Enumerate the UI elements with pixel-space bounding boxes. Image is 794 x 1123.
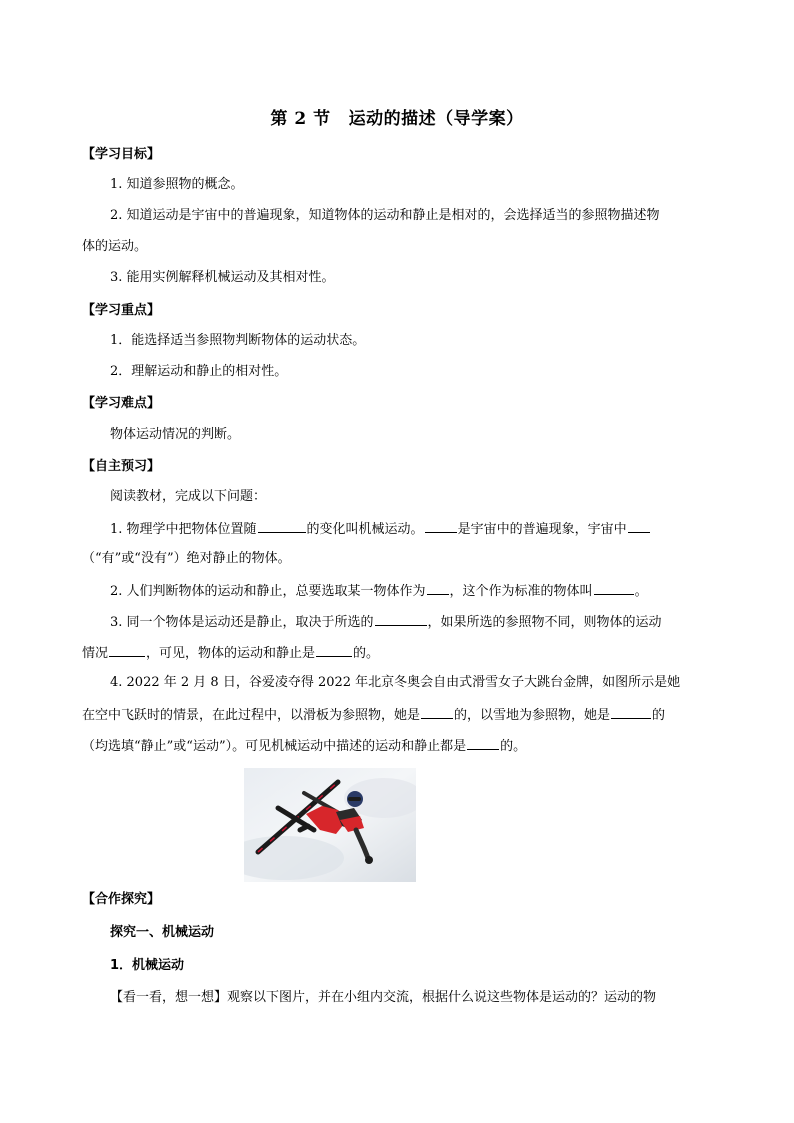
question-3-line-2: 情况 ，可见，物体的运动和静止是 的。 — [82, 643, 722, 663]
blank-8[interactable] — [316, 643, 352, 657]
goal-2-line-1: 2. 知道运动是宇宙中的普遍现象，知道物体的运动和静止是相对的，会选择适当的参照物描述物 — [110, 208, 660, 223]
question-2: 2. 人们判断物体的运动和静止，总要选取某一物体作为 ，这个作为标准的物体叫 。 — [110, 581, 750, 601]
question-1-line-1: 1. 物理学中把物体位置随 的变化叫机械运动。 是宇宙中的普遍现象，宇宙中 — [110, 519, 750, 539]
goal-2-line-2: 体的运动。 — [82, 239, 148, 254]
heading-self-study: 【自主预习】 — [82, 459, 161, 474]
question-4-line-3: （均选填“静止”或“运动”）。可见机械运动中描述的运动和静止都是 的。 — [82, 736, 722, 756]
key-point-1: 1．能选择适当参照物判断物体的运动状态。 — [110, 333, 366, 348]
title-text: 运动的描述（导学案） — [348, 109, 524, 129]
question-4-line-2: 在空中飞跃时的情景，在此过程中，以滑板为参照物，她是 的，以雪地为参照物，她是 的 — [82, 705, 722, 725]
blank-6[interactable] — [375, 612, 427, 626]
look-and-think-prompt: 【看一看，想一想】观察以下图片，并在小组内交流，根据什么说这些物体是运动的？运动的物 — [110, 990, 657, 1005]
key-point-2: 2．理解运动和静止的相对性。 — [110, 364, 288, 379]
question-4-line-1: 4. 2022 年 2 月 8 日，谷爱凌夺得 2022 年北京冬奥会自由式滑雪女子大跳台金牌，如图所示是她 — [110, 675, 681, 690]
skier-photo — [244, 768, 416, 882]
preview-intro: 阅读教材，完成以下问题： — [110, 489, 267, 504]
subsection-mechanical-motion: 1．机械运动 — [110, 958, 185, 973]
blank-5[interactable] — [594, 581, 634, 595]
blank-11[interactable] — [467, 736, 499, 750]
question-1-line-2: （“有”或“没有”）绝对静止的物体。 — [82, 551, 291, 566]
blank-4[interactable] — [427, 581, 449, 595]
heading-cooperative-inquiry: 【合作探究】 — [82, 892, 161, 907]
heading-difficulties: 【学习难点】 — [82, 396, 161, 411]
goal-1: 1. 知道参照物的概念。 — [110, 177, 244, 192]
difficulty-1: 物体运动情况的判断。 — [110, 427, 241, 442]
heading-learning-goals: 【学习目标】 — [82, 147, 161, 162]
blank-1[interactable] — [258, 519, 306, 533]
heading-key-points: 【学习重点】 — [82, 303, 161, 318]
question-3-line-1: 3. 同一个物体是运动还是静止，取决于所选的 ，如果所选的参照物不同，则物体的运动 — [110, 612, 750, 632]
blank-10[interactable] — [611, 705, 651, 719]
goal-3: 3. 能用实例解释机械运动及其相对性。 — [110, 270, 335, 285]
blank-3[interactable] — [628, 519, 650, 533]
section-number: 第 2 节 — [270, 109, 331, 129]
blank-9[interactable] — [421, 705, 453, 719]
blank-7[interactable] — [109, 643, 145, 657]
page-title — [0, 104, 794, 129]
blank-2[interactable] — [425, 519, 457, 533]
inquiry-1-heading: 探究一、机械运动 — [110, 925, 215, 940]
